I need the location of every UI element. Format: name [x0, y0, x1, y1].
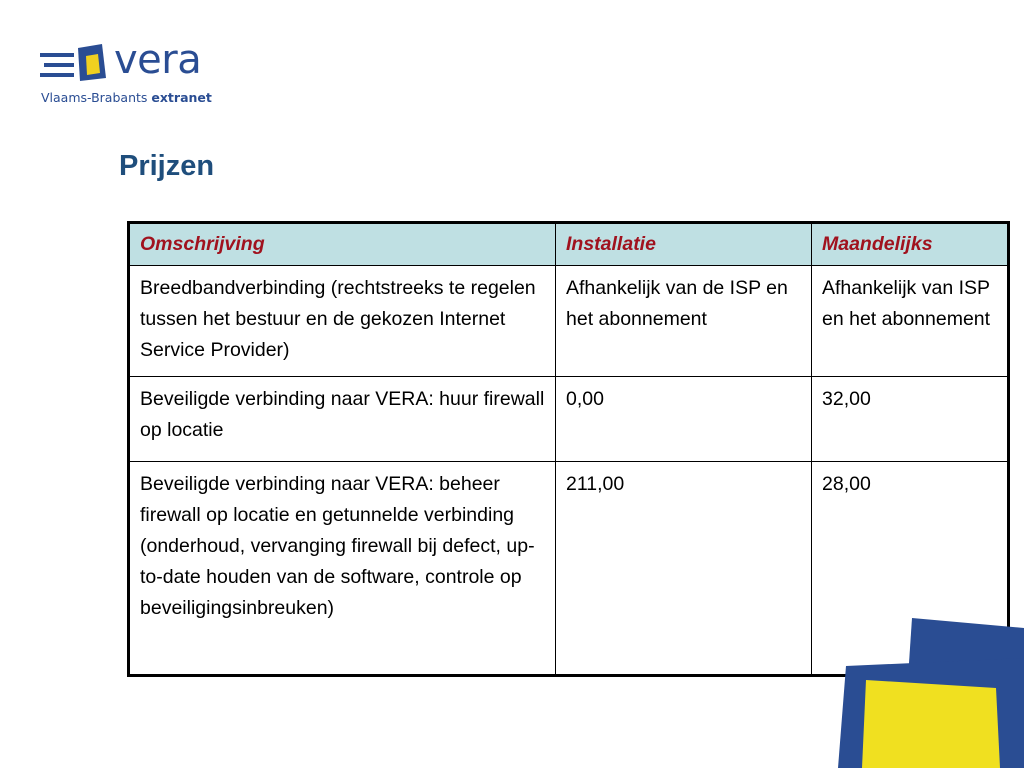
cell-maandelijks: Afhankelijk van ISP en het abonnement — [812, 266, 1009, 377]
cell-maandelijks: 28,00 — [812, 462, 1009, 676]
table-row — [129, 266, 1009, 377]
corner-decoration-icon — [824, 618, 1024, 768]
cell-maandelijks: 32,00 — [812, 377, 1009, 462]
cell-omschrijving: Beveiligde verbinding naar VERA: huur firewall op locatie — [129, 377, 556, 462]
cell-installatie: Afhankelijk van de ISP en het abonnement — [556, 266, 812, 377]
header-installatie: Installatie — [556, 223, 812, 266]
cell-omschrijving: Beveiligde verbinding naar VERA: beheer firewall op locatie en getunnelde verbinding (onderhoud, vervanging firewall bij defect, up-to-date houden van de software, controle op beveiligingsinbreuken) — [129, 462, 556, 676]
logo-tagline — [41, 90, 212, 106]
logo-tagline-regular: Vlaams-Brabants — [41, 90, 148, 105]
logo-tagline-bold: extranet — [151, 90, 212, 105]
cell-installatie: 0,00 — [556, 377, 812, 462]
vera-logo-icon — [40, 44, 110, 84]
page-title: Prijzen — [119, 150, 215, 182]
table-header-row — [129, 223, 1009, 266]
vera-logo — [40, 37, 240, 110]
cell-installatie: 211,00 — [556, 462, 812, 676]
logo-wordmark: vera — [114, 37, 202, 83]
header-omschrijving: Omschrijving — [129, 223, 556, 266]
price-table — [127, 221, 1010, 677]
header-maandelijks: Maandelijks — [812, 223, 1009, 266]
cell-omschrijving: Breedbandverbinding (rechtstreeks te regelen tussen het bestuur en de gekozen Internet Service Provider) — [129, 266, 556, 377]
table-row — [129, 377, 1009, 462]
